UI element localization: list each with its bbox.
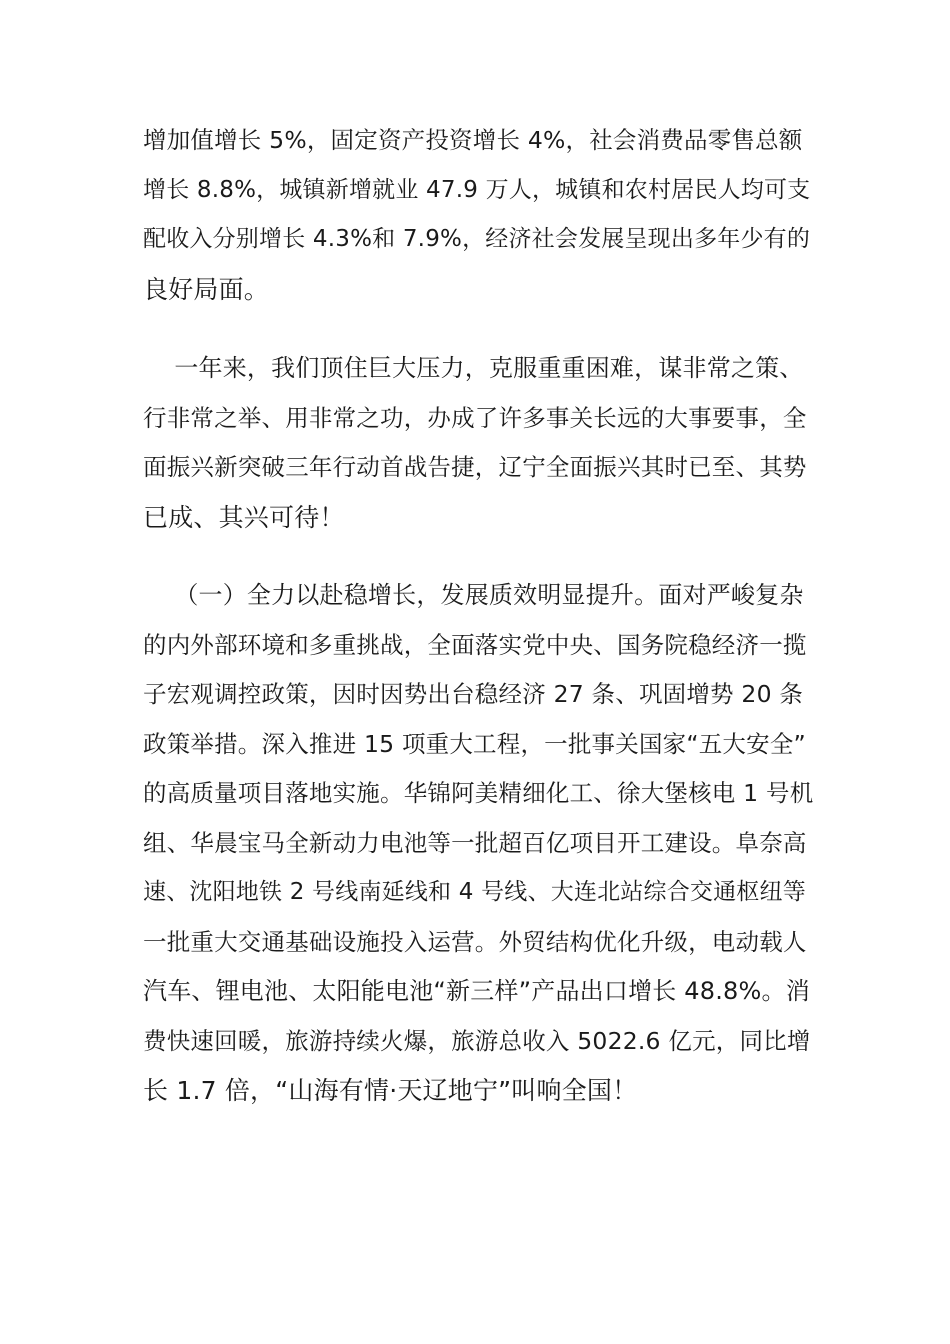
text-line: 良好局面。 (143, 274, 270, 304)
text-line: 子宏观调控政策，因时因势出台稳经济 27 条、巩固增势 20 条 (143, 680, 804, 708)
text-line: 行非常之举、用非常之功，办成了许多事关长远的大事要事，全 (143, 403, 807, 432)
paragraph-year-review (143, 344, 813, 542)
text-line: 已成、其兴可待！ (143, 502, 345, 532)
text-line: 增长 8.8%，城镇新增就业 47.9 万人，城镇和农村居民人均可支 (143, 176, 811, 203)
text-line: 费快速回暖，旅游持续火爆，旅游总收入 5022.6 亿元，同比增 (143, 1026, 811, 1055)
text-line: 面振兴新突破三年行动首战告捷，辽宁全面振兴其时已至、其势 (143, 453, 807, 481)
text-line: 政策举措。深入推进 15 项重大工程，一批事关国家“五大安全” (143, 729, 806, 758)
text-line: 汽车、锂电池、太阳能电池“新三样”产品出口增长 48.8%。消 (143, 977, 810, 1005)
text-line: 长 1.7 倍，“山海有情·天辽地宁”叫响全国！ (143, 1076, 638, 1105)
text-line: 一年来，我们顶住巨大压力，克服重重困难，谋非常之策、 (143, 354, 804, 382)
text-line: 增加值增长 5%，固定资产投资增长 4%，社会消费品零售总额 (143, 126, 803, 154)
text-line: 速、沈阳地铁 2 号线南延线和 4 号线、大连北站综合交通枢纽等 (143, 879, 806, 905)
text-line: 配收入分别增长 4.3%和 7.9%，经济社会发展呈现出多年少有的 (143, 226, 811, 252)
text-line: 一批重大交通基础设施投入运营。外贸结构优化升级，电动载人 (143, 927, 807, 956)
paragraph-section-one (143, 571, 813, 1116)
text-line: 的高质量项目落地实施。华锦阿美精细化工、徐大堡核电 1 号机 (143, 779, 814, 807)
text-line: 组、华晨宝马全新动力电池等一批超百亿项目开工建设。阜奈高 (143, 828, 807, 857)
text-line: （一）全力以赴稳增长，发展质效明显提升。面对严峻复杂 (143, 581, 804, 609)
text-line: 的内外部环境和多重挑战，全面落实党中央、国务院稳经济一揽 (143, 630, 807, 659)
paragraph-growth-summary (143, 116, 813, 314)
